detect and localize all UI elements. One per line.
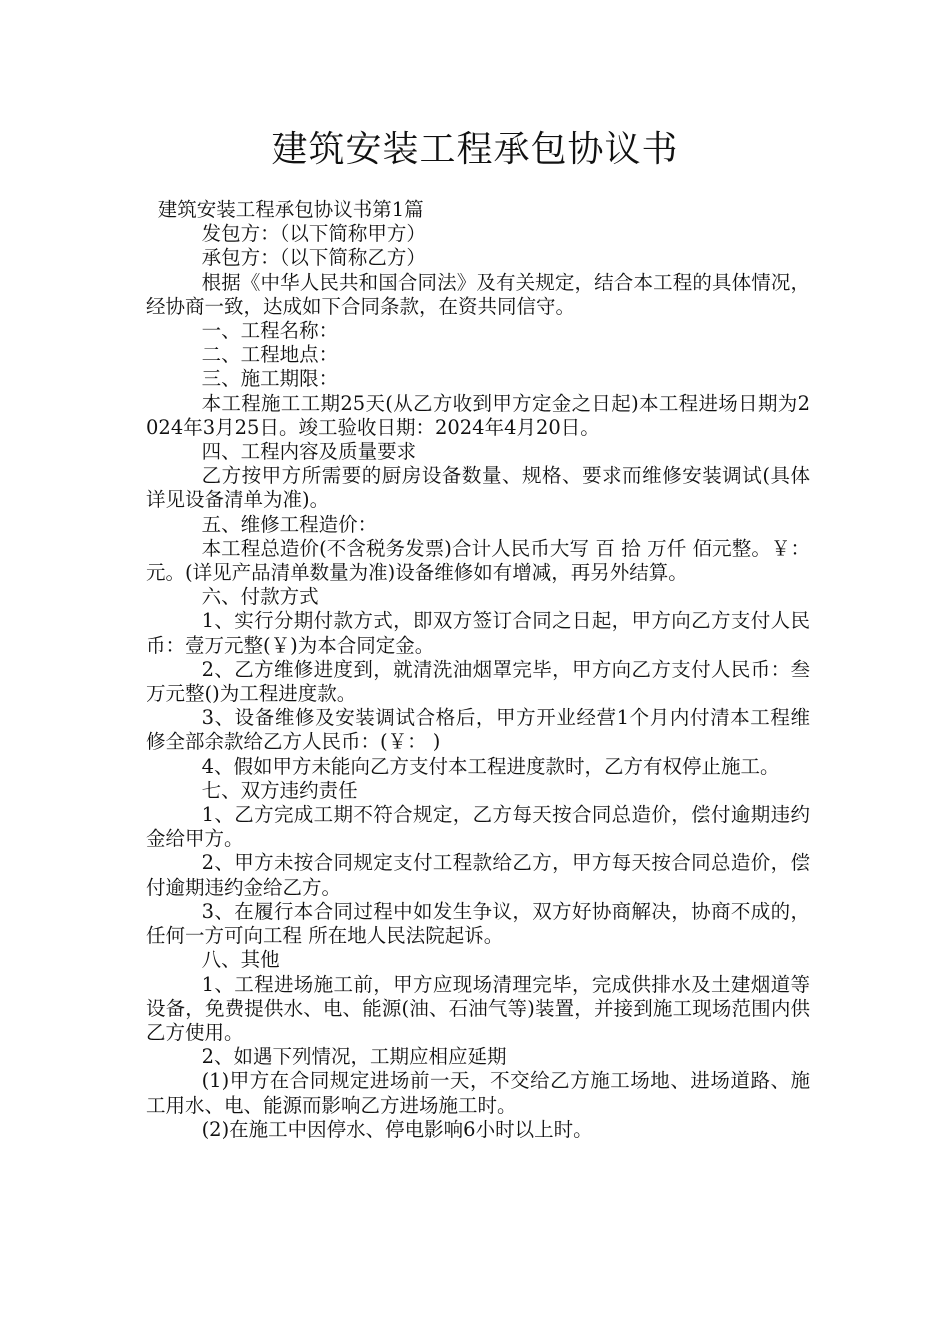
document-title: 建筑安装工程承包协议书 xyxy=(271,129,679,170)
paragraph: 3、在履行本合同过程中如发生争议，双方好协商解决，协商不成的，任何一方可向工程 所在地人民法院起诉。 xyxy=(146,899,810,948)
paragraph: 根据《中华人民共和国合同法》及有关规定，结合本工程的具体情况，经协商一致，达成如下合同条款，在资共同信守。 xyxy=(146,270,810,318)
paragraph: 六、付款方式 xyxy=(201,585,319,609)
paragraph: 1、工程进场施工前，甲方应现场清理完毕，完成供排水及土建烟道等设备，免费提供水、电、能源(油、石油气等)装置，并接到施工现场范围内供乙方使用。 xyxy=(146,972,810,1044)
paragraph: 本工程总造价(不含税务发票)合计人民币大写 百 拾 万仟 佰元整。￥： 元。(详见产品清单数量为准)设备维修如有增减，再另外结算。 xyxy=(146,536,810,585)
paragraph: 二、工程地点： xyxy=(201,343,339,367)
paragraph: 1、乙方完成工期不符合规定，乙方每天按合同总造价，偿付逾期违约金给甲方。 xyxy=(146,803,810,851)
paragraph: 八、其他 xyxy=(201,948,280,972)
paragraph: 本工程施工工期25天(从乙方收到甲方定金之日起)本工程进场日期为2024年3月25日。竣工验收日期：2024年4月20日。 xyxy=(146,391,810,439)
paragraph: 2、甲方未按合同规定支付工程款给乙方，甲方每天按合同总造价，偿付逾期违约金给乙方。 xyxy=(146,851,810,899)
paragraph: 五、维修工程造价： xyxy=(201,512,378,536)
paragraph: (2)在施工中因停水、停电影响6小时以上时。 xyxy=(201,1117,593,1141)
paragraph: 发包方：（以下简称甲方） xyxy=(201,222,426,246)
paragraph: 2、乙方维修进度到，就清洗油烟罩完毕，甲方向乙方支付人民币：叁万元整()为工程进度款。 xyxy=(146,657,810,706)
paragraph: 承包方：（以下简称乙方） xyxy=(201,246,426,270)
paragraph: 建筑安装工程承包协议书第1篇 xyxy=(157,198,424,221)
paragraph: 4、假如甲方未能向乙方支付本工程进度款时，乙方有权停止施工。 xyxy=(201,754,780,778)
paragraph: 3、设备维修及安装调试合格后，甲方开业经营1个月内付清本工程维修全部余款给乙方人民币：(￥： ) xyxy=(146,706,810,754)
paragraph: 七、双方违约责任 xyxy=(201,778,358,802)
paragraph: 三、施工期限： xyxy=(201,367,339,391)
document-body xyxy=(146,198,810,1142)
paragraph: (1)甲方在合同规定进场前一天，不交给乙方施工场地、进场道路、施工用水、电、能源而影响乙方进场施工时。 xyxy=(146,1069,810,1117)
paragraph: 一、工程名称： xyxy=(201,319,339,343)
paragraph: 四、工程内容及质量要求 xyxy=(201,440,417,464)
paragraph: 乙方按甲方所需要的厨房设备数量、规格、要求而维修安装调试(具体详见设备清单为准)。 xyxy=(146,464,810,512)
paragraph: 2、如遇下列情况，工期应相应延期 xyxy=(201,1045,507,1069)
paragraph: 1、实行分期付款方式，即双方签订合同之日起，甲方向乙方支付人民币：壹万元整(￥)为本合同定金。 xyxy=(146,609,810,657)
